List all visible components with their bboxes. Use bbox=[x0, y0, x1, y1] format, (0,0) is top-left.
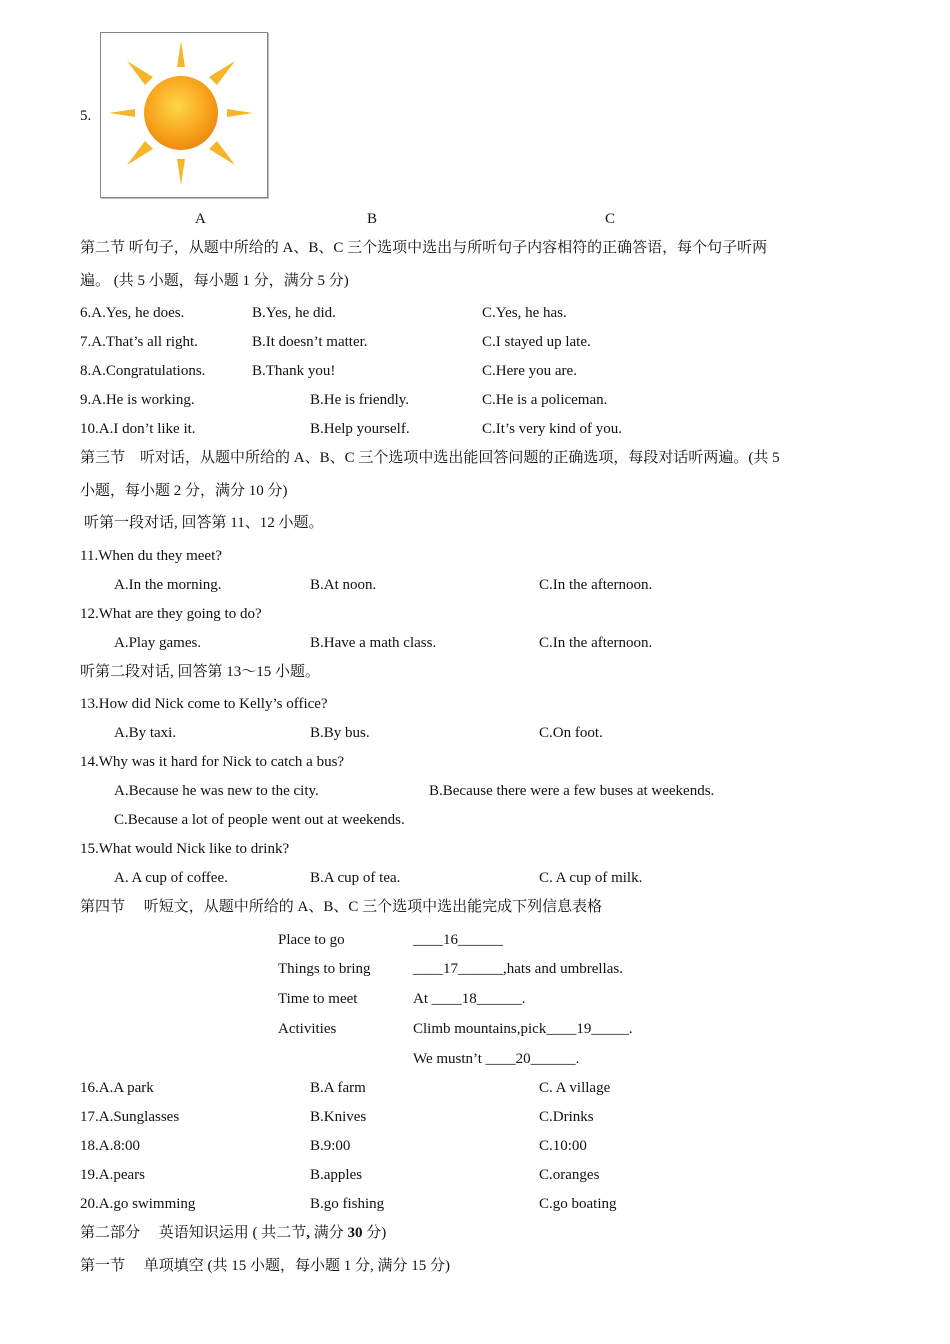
option-a-picture bbox=[100, 32, 268, 198]
option: A.Because he was new to the city. bbox=[114, 783, 319, 799]
part-heading bbox=[80, 1224, 386, 1242]
option: C.10:00 bbox=[539, 1138, 587, 1154]
option-a-label: A bbox=[195, 211, 206, 227]
option: C. A cup of milk. bbox=[539, 870, 643, 886]
option: C.It’s very kind of you. bbox=[482, 421, 622, 437]
option: 7.A.That’s all right. bbox=[80, 334, 198, 350]
option: B.Yes, he did. bbox=[252, 305, 336, 321]
option: B.Help yourself. bbox=[310, 421, 410, 437]
option: C.I stayed up late. bbox=[482, 334, 591, 350]
table-value: ____16______ bbox=[413, 932, 503, 948]
option: C.He is a policeman. bbox=[482, 392, 608, 408]
question: 11.When du they meet? bbox=[80, 548, 222, 564]
option: C.Drinks bbox=[539, 1109, 594, 1125]
option: 10.A.I don’t like it. bbox=[80, 421, 196, 437]
option: C.Here you are. bbox=[482, 363, 577, 379]
section-heading-cont: 小题，每小题 2 分，满分 10 分) bbox=[80, 483, 288, 499]
option: C.oranges bbox=[539, 1167, 600, 1183]
table-label: Things to bring bbox=[278, 961, 371, 977]
section-heading: 第四节 听短文，从题中所给的 A、B、C 三个选项中选出能完成下列信息表格 bbox=[80, 899, 603, 915]
table-label: Time to meet bbox=[278, 991, 358, 1007]
option: A.By taxi. bbox=[114, 725, 177, 741]
option: B.By bus. bbox=[310, 725, 370, 741]
table-label: Place to go bbox=[278, 932, 345, 948]
part-heading-text-end: 分) bbox=[362, 1225, 387, 1241]
section-heading: 第一节 单项填空 (共 15 小题，每小题 1 分, 满分 15 分) bbox=[80, 1258, 450, 1274]
part-heading-score: 30 bbox=[347, 1225, 363, 1241]
table-label: Activities bbox=[278, 1021, 337, 1037]
option: 9.A.He is working. bbox=[80, 392, 195, 408]
option: B.Knives bbox=[310, 1109, 367, 1125]
option: B.A farm bbox=[310, 1080, 366, 1096]
option: C.In the afternoon. bbox=[539, 577, 653, 593]
option: A. A cup of coffee. bbox=[114, 870, 228, 886]
option: 17.A.Sunglasses bbox=[80, 1109, 180, 1125]
option: B.apples bbox=[310, 1167, 363, 1183]
option: 6.A.Yes, he does. bbox=[80, 305, 185, 321]
option: B.Because there were a few buses at weekends. bbox=[429, 783, 715, 799]
part-heading-comma: , bbox=[306, 1225, 310, 1241]
option: C.Because a lot of people went out at weekends. bbox=[114, 812, 405, 828]
table-value: Climb mountains,pick____19_____. bbox=[413, 1021, 633, 1037]
option: A.Play games. bbox=[114, 635, 202, 651]
option: B.He is friendly. bbox=[310, 392, 410, 408]
dialog-instruction: 听第一段对话, 回答第 11、12 小题。 bbox=[84, 515, 324, 531]
part-heading-text: 第二部分 英语知识运用 ( 共二节 bbox=[80, 1225, 307, 1241]
sun-icon bbox=[101, 33, 267, 197]
option-b-label: B bbox=[367, 211, 378, 227]
part-heading-text-mid: 满分 bbox=[310, 1225, 348, 1241]
option: 18.A.8:00 bbox=[80, 1138, 140, 1154]
question: 14.Why was it hard for Nick to catch a bus? bbox=[80, 754, 345, 770]
option: B.go fishing bbox=[310, 1196, 385, 1212]
table-value: We mustn’t ____20______. bbox=[413, 1051, 580, 1067]
section-heading-cont: 遍。 (共 5 小题，每小题 1 分，满分 5 分) bbox=[80, 273, 349, 289]
option: C. A village bbox=[539, 1080, 611, 1096]
option: B.9:00 bbox=[310, 1138, 351, 1154]
table-value: At ____18______. bbox=[413, 991, 526, 1007]
option: B.Thank you! bbox=[252, 363, 336, 379]
question: 13.How did Nick come to Kelly’s office? bbox=[80, 696, 328, 712]
option-c-label: C bbox=[605, 211, 616, 227]
option: C.Yes, he has. bbox=[482, 305, 567, 321]
option: 19.A.pears bbox=[80, 1167, 145, 1183]
option: B.Have a math class. bbox=[310, 635, 437, 651]
option: A.In the morning. bbox=[114, 577, 222, 593]
option: 16.A.A park bbox=[80, 1080, 154, 1096]
option: C.In the afternoon. bbox=[539, 635, 653, 651]
table-value: ____17______,hats and umbrellas. bbox=[413, 961, 623, 977]
option: B.A cup of tea. bbox=[310, 870, 401, 886]
question: 12.What are they going to do? bbox=[80, 606, 262, 622]
option: C.go boating bbox=[539, 1196, 617, 1212]
option: B.At noon. bbox=[310, 577, 377, 593]
dialog-instruction: 听第二段对话, 回答第 13～15 小题。 bbox=[80, 664, 321, 680]
question: 15.What would Nick like to drink? bbox=[80, 841, 290, 857]
section-heading: 第二节 听句子，从题中所给的 A、B、C 三个选项中选出与所听句子内容相符的正确答语，每个句子听两 bbox=[80, 240, 768, 256]
option: 8.A.Congratulations. bbox=[80, 363, 206, 379]
question-number: 5. bbox=[80, 108, 92, 124]
option: B.It doesn’t matter. bbox=[252, 334, 368, 350]
section-heading: 第三节 听对话，从题中所给的 A、B、C 三个选项中选出能回答问题的正确选项，每段对话听两遍。(共 5 bbox=[80, 450, 780, 466]
option: 20.A.go swimming bbox=[80, 1196, 196, 1212]
option: C.On foot. bbox=[539, 725, 603, 741]
